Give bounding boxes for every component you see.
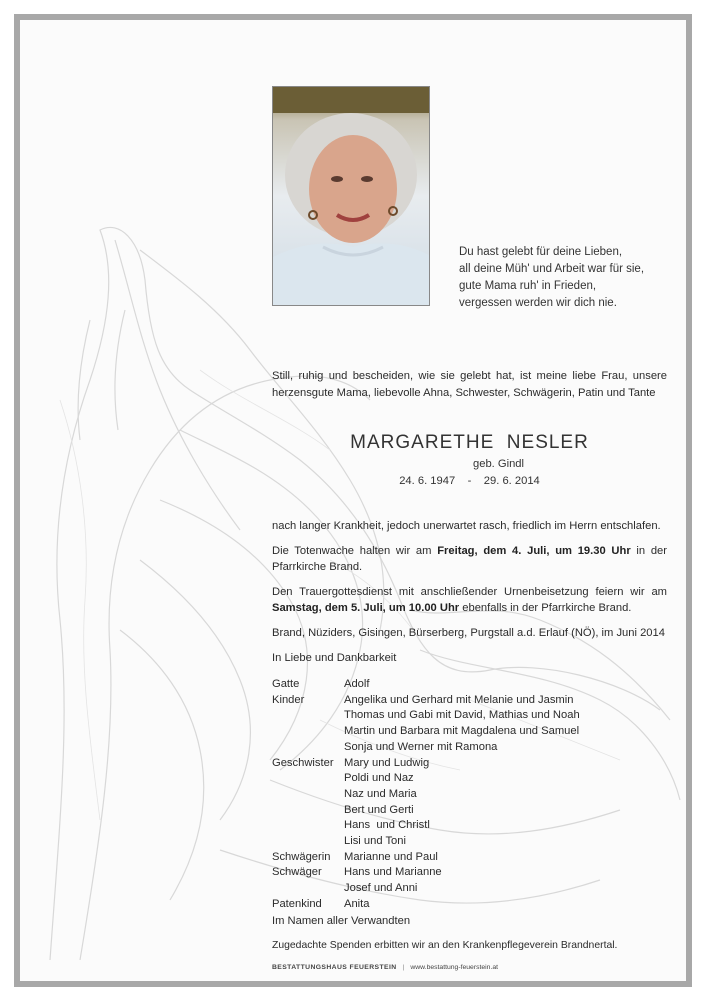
family-names	[344, 677, 370, 693]
service-text: Den Trauergottesdienst mit anschließender Urnenbeisetzung feiern wir am Samstag, dem 5. Juli, um 10.00 Uhr ebenfalls in der Pfarrkirche Brand.	[272, 586, 667, 614]
family-member: Sonja und Werner mit Ramona	[344, 740, 498, 753]
family-names	[344, 850, 438, 866]
family-member: Anita	[344, 897, 370, 910]
family-member: Martin und Barbara mit Magdalena und Samuel	[344, 725, 580, 738]
family-member: Adolf	[344, 678, 370, 690]
family-names	[344, 693, 580, 756]
service-datetime: Samstag, dem 5. Juli, um 10.00 Uhr	[272, 602, 460, 614]
family-member: Naz und Maria	[344, 787, 417, 800]
wake-datetime: Freitag, dem 4. Juli, um 19.30 Uhr	[437, 545, 631, 557]
family-role: Geschwister	[272, 756, 334, 769]
life-dates	[272, 475, 667, 487]
family-role: Patenkind	[272, 897, 322, 910]
poem-line: Du hast gelebt für deine Lieben,	[459, 246, 623, 258]
birth-date: 24. 6. 1947	[399, 475, 456, 487]
family-member: Hans und Christl	[344, 819, 430, 832]
place-date: Brand, Nüziders, Gisingen, Bürserberg, Purgstall a.d. Erlauf (NÖ), im Juni 2014	[272, 627, 665, 639]
family-row	[272, 693, 580, 756]
family-row	[272, 677, 580, 693]
family-row	[272, 865, 580, 896]
family-role: Schwäger	[272, 866, 322, 879]
family-names	[344, 865, 442, 896]
poem-line: vergessen werden wir dich nie.	[459, 297, 617, 309]
family-role: Gatte	[272, 678, 300, 690]
poem-line: all deine Müh' und Arbeit war für sie,	[459, 263, 645, 275]
donation-note: Zugedachte Spenden erbitten wir an den Krankenpflegeverein Brandnertal.	[272, 940, 618, 951]
death-date: 29. 6. 2014	[483, 475, 540, 487]
family-names	[344, 897, 370, 913]
dedication: In Liebe und Dankbarkeit	[272, 652, 397, 664]
family-names	[344, 756, 430, 850]
family-member: Josef und Anni	[344, 882, 418, 895]
family-role: Kinder	[272, 693, 305, 706]
closing-text: Im Namen aller Verwandten	[272, 915, 411, 927]
intro-text: Still, ruhig und bescheiden, wie sie gelebt hat, ist meine liebe Frau, unsere herzensgute Mama, liebevolle Ahna, Schwester, Schwägerin, Patin und Tante	[272, 370, 667, 399]
deceased-name: MARGARETHE NESLER	[350, 432, 589, 453]
poem-line: gute Mama ruh' in Frieden,	[459, 280, 597, 292]
family-member: Hans und Marianne	[344, 866, 442, 879]
family-row	[272, 897, 580, 913]
portrait-photo	[272, 86, 430, 306]
footer	[272, 964, 498, 971]
family-row	[272, 850, 580, 866]
family-member: Mary und Ludwig	[344, 756, 430, 769]
obituary-sheet	[14, 14, 692, 987]
family-role: Schwägerin	[272, 850, 331, 863]
family-member: Angelika und Gerhard mit Melanie und Jasmin	[344, 693, 574, 706]
footer-separator: |	[402, 964, 405, 971]
wake-text: Die Totenwache halten wir am Freitag, dem 4. Juli, um 19.30 Uhr in der Pfarrkirche Brand.	[272, 545, 667, 573]
family-member: Thomas und Gabi mit David, Mathias und Noah	[344, 709, 580, 722]
family-row	[272, 756, 580, 850]
memorial-poem	[459, 244, 644, 312]
funeral-home-url: www.bestattung-feuerstein.at	[410, 964, 498, 971]
family-member: Poldi und Naz	[344, 772, 414, 785]
family-member: Lisi und Toni	[344, 835, 406, 848]
date-separator: -	[467, 475, 472, 487]
family-list	[272, 677, 580, 913]
funeral-home-name: BESTATTUNGSHAUS FEUERSTEIN	[272, 964, 397, 971]
family-member: Bert und Gerti	[344, 803, 414, 816]
family-member: Marianne und Paul	[344, 850, 438, 863]
birth-name: geb. Gindl	[473, 458, 524, 470]
announcement-body	[272, 518, 667, 675]
passing-text: nach langer Krankheit, jedoch unerwartet rasch, friedlich im Herrn entschlafen.	[272, 520, 661, 532]
